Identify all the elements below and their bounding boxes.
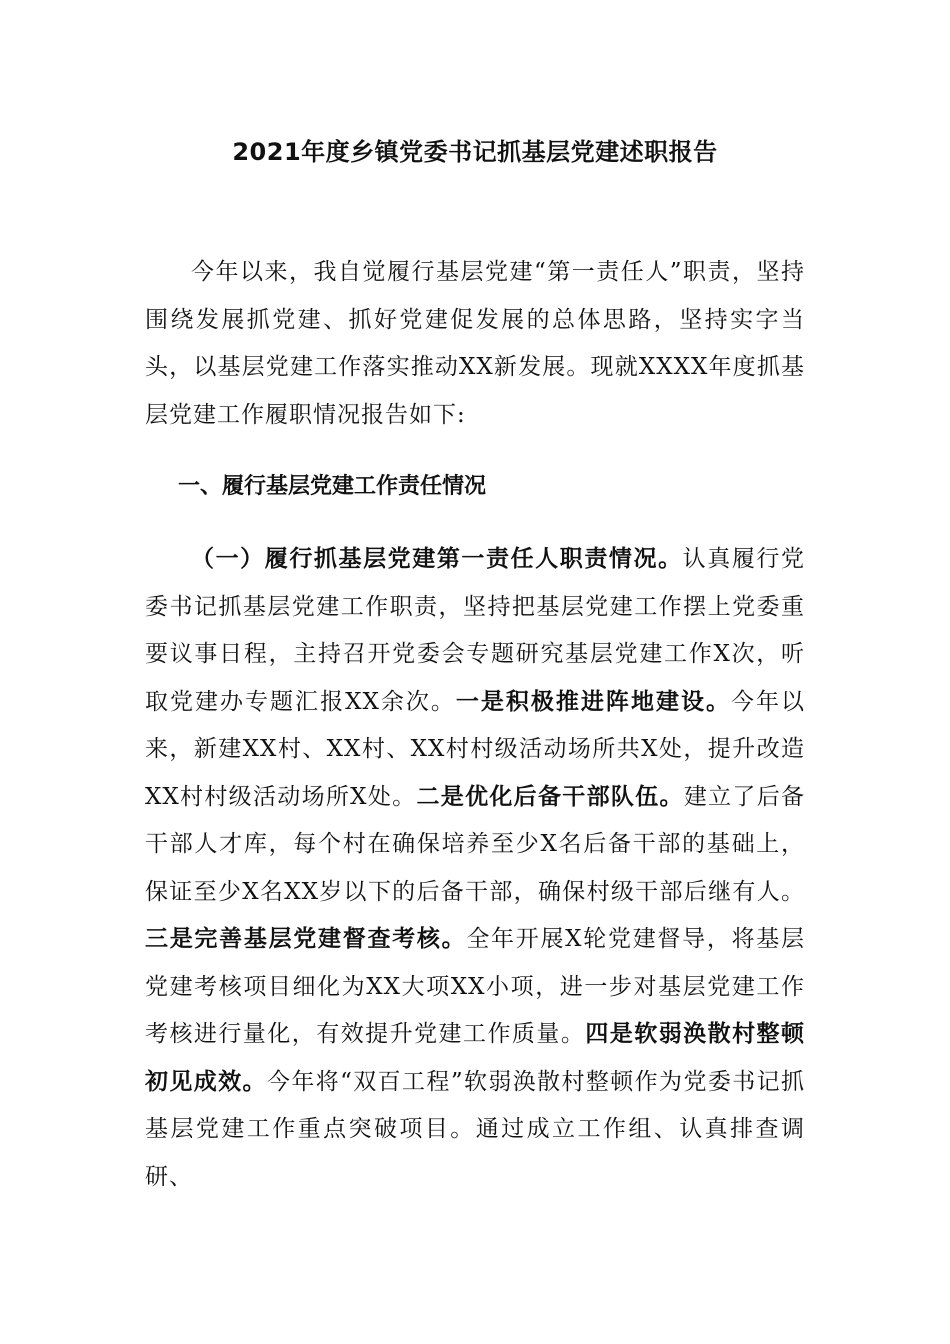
section-heading-1: 一、履行基层党建工作责任情况 [178, 474, 487, 499]
point-two-heading: 二是优化后备干部队伍。 [416, 783, 684, 810]
section-1-paragraph [145, 536, 805, 1201]
paragraph-text: 今年将“双百工程”软弱涣散村整顿作为党委书记抓基层党建工作重点突破项目。通过成立工作组、认真排查调研、 [145, 1068, 805, 1190]
subsection-lead: （一）履行抓基层党建第一责任人职责情况。 [191, 546, 683, 572]
point-one-heading: 一是积极推进阵地建设。 [455, 688, 731, 715]
paragraph-text: 全年开展X轮党建督导，将基层党建考核项目细化为XX大项XX小项，进一步对基层党建工作考核进行量化，有效提升党建工作质量。 [145, 926, 805, 1047]
point-four-heading: 四是软弱涣散村整顿初见成效。 [145, 1021, 806, 1095]
paragraph-text: 今年以来，新建XX村、XX村、XX村村级活动场所共X处，提升改造XX村村级活动场所X处。 [145, 688, 806, 810]
point-three-heading: 三是完善基层党建督查考核。 [145, 926, 467, 952]
intro-paragraph: 今年以来，我自觉履行基层党建“第一责任人”职责，坚持围绕发展抓党建、抓好党建促发展的总体思路，坚持实字当头，以基层党建工作落实推动XX新发展。现就XXXX年度抓基层党建工作履职情况报告如下: [145, 259, 805, 428]
paragraph-text: 认真履行党委书记抓基层党建工作职责，坚持把基层党建工作摆上党委重要议事日程，主持召开党委会专题研究基层党建工作X次，听取党建办专题汇报XX余次。 [145, 546, 806, 715]
paragraph-text: 建立了后备干部人才库，每个村在确保培养至少X名后备干部的基础上，保证至少X名XX岁以下的后备干部，确保村级干部后继有人。 [145, 783, 806, 905]
document-title: 2021年度乡镇党委书记抓基层党建述职报告 [232, 138, 718, 166]
